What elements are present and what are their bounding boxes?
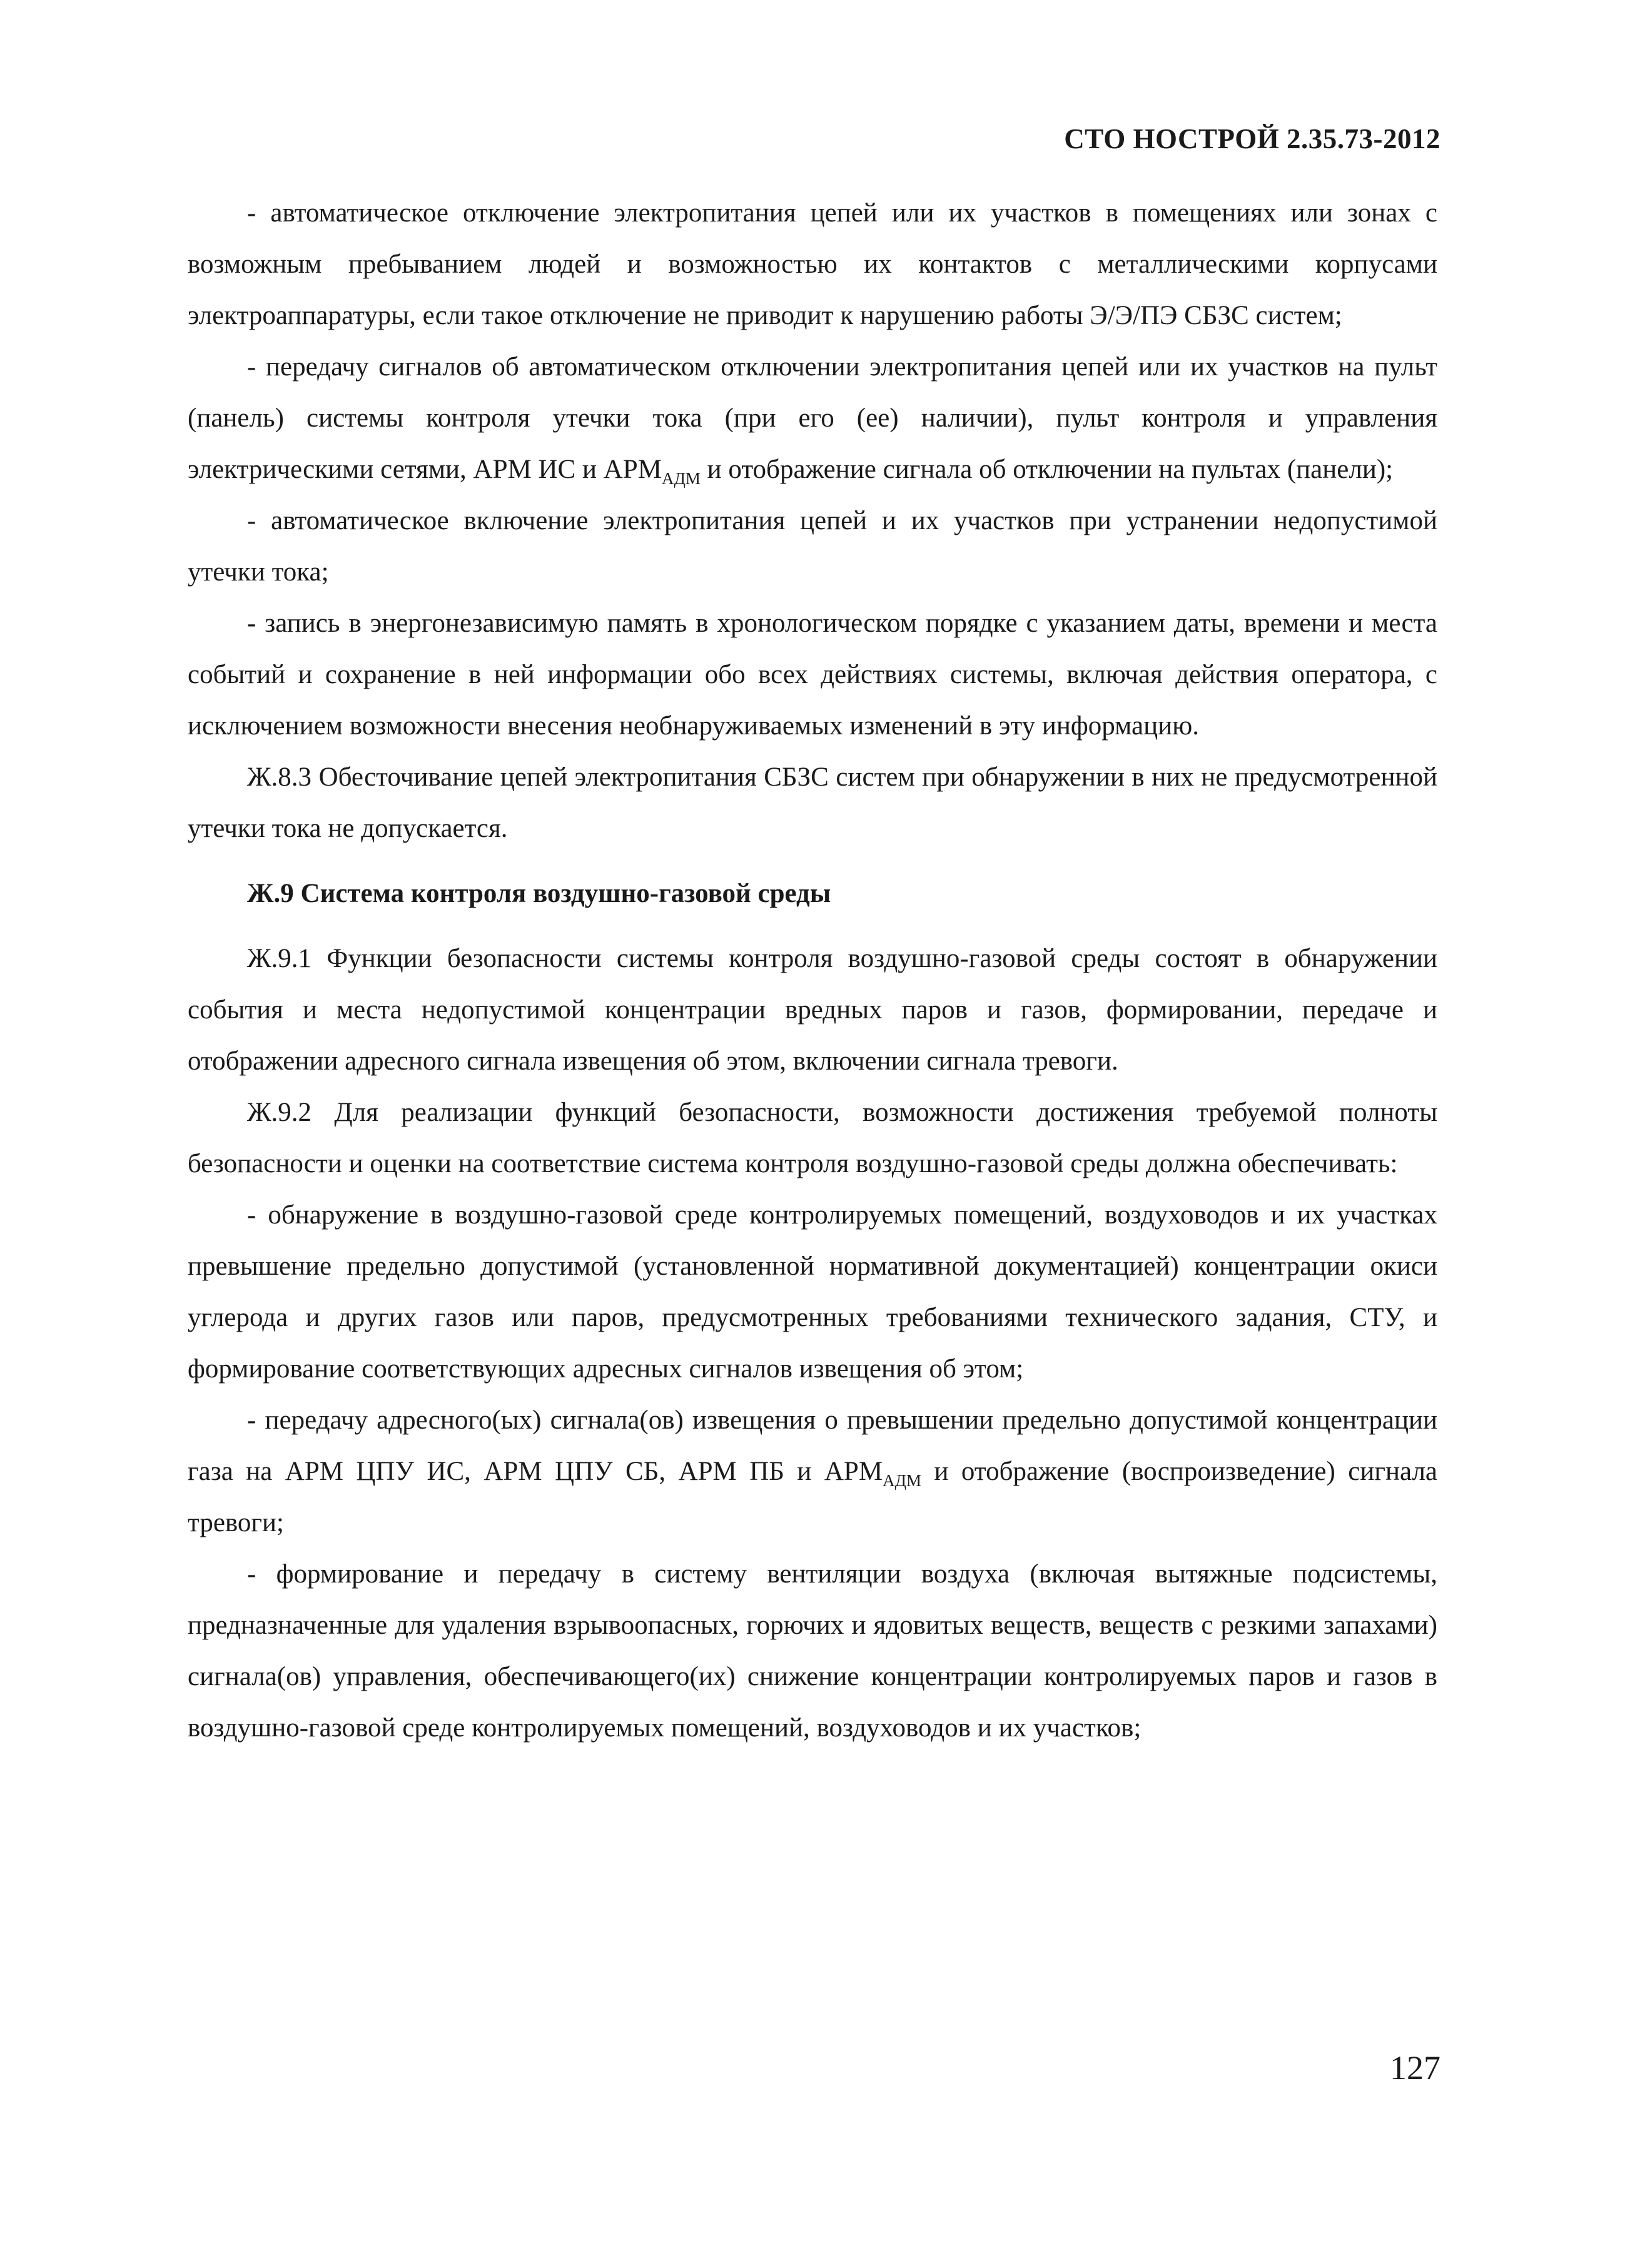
paragraph-gas-detection: - обнаружение в воздушно-газовой среде контролируемых помещений, воздуховодов и их участках превышение предельно допустимой (установленной нормативной документацией) концентрации окиси углерода и других газов или паров, предусмотренных требованиями технического задания, СТУ, и формирование соответствующих адресных сигналов извещения об этом; (188, 1200, 1437, 1384)
adm-subscript: АДМ (883, 1471, 922, 1490)
paragraph-signal-transmission-text-b: и отображение сигнала об отключении на пультах (панели); (700, 455, 1394, 484)
paragraph-auto-disconnect: - автоматическое отключение электропитания цепей или их участков в помещениях или зонах с возможным пребыванием людей и возможностью их контактов с металлическими корпусами электроаппаратуры, если такое отключение не приводит к нарушению работы Э/Э/ПЭ СБЗС систем; (188, 198, 1437, 330)
section-heading-zh-9: Ж.9 Система контроля воздушно-газовой среды (247, 879, 831, 908)
paragraph-signal-transmission (188, 342, 1437, 495)
document-body (188, 188, 1437, 1754)
paragraph-alarm-transmission (188, 1395, 1437, 1549)
document-code-header: СТО НОСТРОЙ 2.35.73-2012 (1064, 123, 1440, 154)
adm-subscript: АДМ (661, 469, 701, 488)
paragraph-clause-zh-9-1: Ж.9.1 Функции безопасности системы контроля воздушно-газовой среды состоят в обнаружении события и места недопустимой концентрации вредных паров и газов, формировании, передаче и отображении адресного сигнала извещения об этом, включении сигнала тревоги. (188, 944, 1437, 1076)
paragraph-alarm-transmission-text-a: - передачу адресного(ых) сигнала(ов) извещения о превышении предельно допустимой концентрации газа на АРМ ЦПУ ИС, АРМ ЦПУ СБ, АРМ ПБ и АРМ (188, 1405, 1437, 1486)
paragraph-signal-transmission-text-a: - передачу сигналов об автоматическом отключении электропитания цепей или их участков на пульт (панель) системы контроля утечки тока (при его (ее) наличии), пульт контроля и управления электрическими сетями, АРМ ИС и АРМ (188, 352, 1437, 484)
paragraph-ventilation-control: - формирование и передачу в систему вентиляции воздуха (включая вытяжные подсистемы, предназначенные для удаления взрывоопасных, горючих и ядовитых веществ, веществ с резкими запахами) сигнала(ов) управления, обеспечивающего(их) снижение концентрации контролируемых паров и газов в воздушно-газовой среде контролируемых помещений, воздуховодов и их участков; (188, 1559, 1437, 1743)
paragraph-alarm-transmission-text-b: и отображение (воспроизведение) сигнала тревоги; (188, 1457, 1437, 1537)
page-number: 127 (1390, 2049, 1440, 2087)
paragraph-event-logging: - запись в энергонезависимую память в хронологическом порядке с указанием даты, времени и места событий и сохранение в ней информации обо всех действиях системы, включая действия оператора, с исключением возможности внесения необнаруживаемых изменений в эту информацию. (188, 609, 1437, 741)
paragraph-auto-reconnect: - автоматическое включение электропитания цепей и их участков при устранении недопустимой утечки тока; (188, 506, 1437, 587)
paragraph-clause-zh-9-2: Ж.9.2 Для реализации функций безопасности, возможности достижения требуемой полноты безопасности и оценки на соответствие система контроля воздушно-газовой среды должна обеспечивать: (188, 1098, 1437, 1178)
paragraph-clause-zh-8-3: Ж.8.3 Обесточивание цепей электропитания СБЗС систем при обнаружении в них не предусмотренной утечки тока не допускается. (188, 762, 1437, 843)
